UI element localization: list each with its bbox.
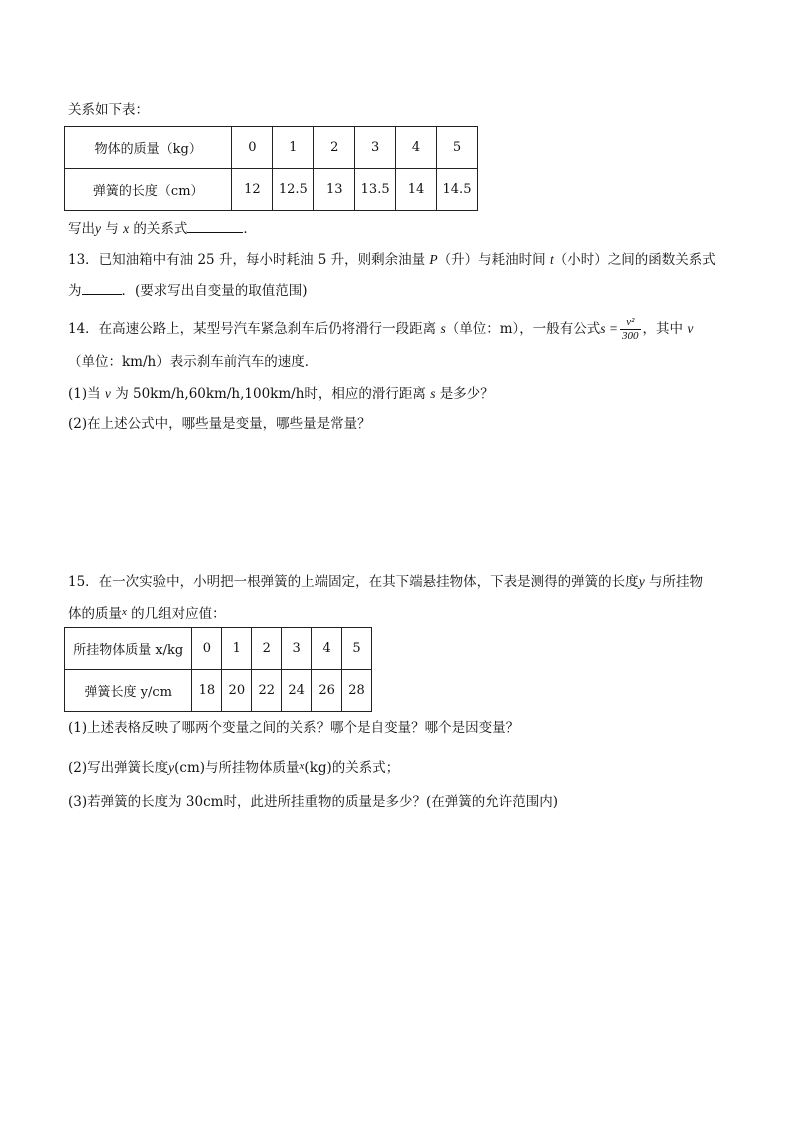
q15-line1 — [68, 572, 703, 592]
table-cell: 3 — [282, 628, 312, 670]
answer-blank[interactable] — [187, 218, 243, 233]
table-cell: 4 — [312, 628, 342, 670]
row-header: 弹簧的长度（cm） — [65, 169, 232, 211]
var-y: y — [95, 221, 101, 236]
q15-text: 体的质量 — [68, 606, 122, 622]
row-header: 所挂物体质量 x/kg — [65, 628, 192, 670]
q14-text: ，其中 — [642, 321, 688, 337]
q12-text: 与 — [101, 221, 124, 237]
row-header: 物体的质量（kg） — [65, 127, 232, 169]
table-cell: 5 — [342, 628, 372, 670]
var-x: x — [122, 606, 127, 618]
q13-text: 为 — [68, 283, 82, 299]
q15-text: (kg)的关系式； — [304, 760, 400, 776]
q14-text: （单位：km/h）表示刹车前汽车的速度． — [68, 354, 319, 370]
q12-relation-line — [68, 218, 257, 239]
table-cell: 5 — [437, 127, 478, 169]
q14-text: 为 50km/h,60km/h,100km/h时，相应的滑行距离 — [110, 386, 431, 402]
q15-sub1 — [68, 718, 519, 738]
q14-line2 — [68, 352, 318, 372]
fraction-denominator: 300 — [622, 330, 639, 342]
q15-text: (1)上述表格反映了哪两个变量之间的关系？哪个是自变量？哪个是因变量？ — [68, 720, 520, 736]
q15-line2 — [68, 602, 226, 624]
q14-text: 是多少？ — [435, 386, 494, 402]
table-cell: 14 — [396, 169, 437, 211]
var-x: x — [299, 760, 305, 772]
table-cell: 12 — [232, 169, 273, 211]
table-cell: 2 — [314, 127, 355, 169]
q15-text: (3)若弹簧的长度为 30cm时，此进所挂重物的质量是多少？(在弹簧的允许范围内) — [68, 794, 558, 810]
table-cell: 24 — [282, 670, 312, 712]
q12-text: 的关系式 — [129, 221, 188, 237]
table-cell: 0 — [232, 127, 273, 169]
q14-sub1 — [68, 384, 494, 404]
q13-text: ．(要求写出自变量的取值范围) — [121, 283, 308, 299]
table-cell: 12.5 — [273, 169, 314, 211]
table-cell: 22 — [252, 670, 282, 712]
q13-line1 — [68, 250, 716, 270]
q15-sub2 — [68, 756, 399, 778]
table-cell: 3 — [355, 127, 396, 169]
var-s: s — [440, 321, 446, 336]
q14-text: (1)当 — [68, 386, 105, 402]
formula-fraction — [620, 316, 641, 343]
q13-text: （小时）之间的函数关系式 — [553, 252, 716, 268]
table-cell: 4 — [396, 127, 437, 169]
q14-text: (2)在上述公式中，哪些量是变量，哪些量是常量？ — [68, 416, 371, 432]
q12-text: ． — [243, 221, 257, 237]
table-cell: 14.5 — [437, 169, 478, 211]
table-cell: 18 — [192, 670, 222, 712]
var-v: v — [687, 321, 694, 336]
q15-sub3 — [68, 792, 558, 812]
q14-line1 — [68, 316, 693, 343]
var-p: P — [429, 252, 438, 267]
var-s: s — [430, 386, 436, 401]
q15-text: 的几组对应值： — [126, 606, 226, 622]
table-cell: 2 — [252, 628, 282, 670]
q13-line2 — [68, 280, 308, 301]
table-cell: 28 — [342, 670, 372, 712]
answer-blank[interactable] — [82, 280, 122, 295]
var-y: y — [168, 760, 175, 775]
mass-length-table — [64, 126, 478, 211]
var-v: v — [104, 386, 111, 401]
var-t: t — [549, 252, 554, 267]
table-cell: 1 — [273, 127, 314, 169]
intro-text: 关系如下表： — [68, 102, 149, 118]
q14-text: （单位：m），一般有公式 — [445, 321, 601, 337]
q15-text: (cm)与所挂物体质量 — [174, 760, 300, 776]
q15-text: 15．在一次实验中，小明把一根弹簧的上端固定，在其下端悬挂物体，下表是测得的弹簧的长度 — [68, 574, 639, 590]
table-cell: 1 — [222, 628, 252, 670]
table-row — [65, 169, 478, 211]
q14-text: 14．在高速公路上，某型号汽车紧急刹车后仍将滑行一段距离 — [68, 321, 441, 337]
table-cell: 13.5 — [355, 169, 396, 211]
table-cell: 13 — [314, 169, 355, 211]
table-cell: 20 — [222, 670, 252, 712]
table-cell: 26 — [312, 670, 342, 712]
fraction-numerator: v² — [620, 316, 641, 330]
table-row — [65, 628, 372, 670]
table-cell: 0 — [192, 628, 222, 670]
q15-text: 与所挂物 — [644, 574, 703, 590]
table-row — [65, 670, 372, 712]
q13-text: （升）与耗油时间 — [437, 252, 550, 268]
var-x: x — [123, 221, 130, 236]
table-row — [65, 127, 478, 169]
q12-text: 写出 — [68, 221, 95, 237]
var-y: y — [638, 574, 645, 589]
q14-sub2 — [68, 414, 371, 434]
table1-intro — [68, 100, 149, 120]
q13-text: 13．已知油箱中有油 25 升，每小时耗油 5 升，则剩余油量 — [68, 252, 430, 268]
q15-text: (2)写出弹簧长度 — [68, 760, 169, 776]
row-header: 弹簧长度 y/cm — [65, 670, 192, 712]
formula-lhs: s = — [600, 321, 619, 336]
spring-table — [64, 627, 372, 712]
